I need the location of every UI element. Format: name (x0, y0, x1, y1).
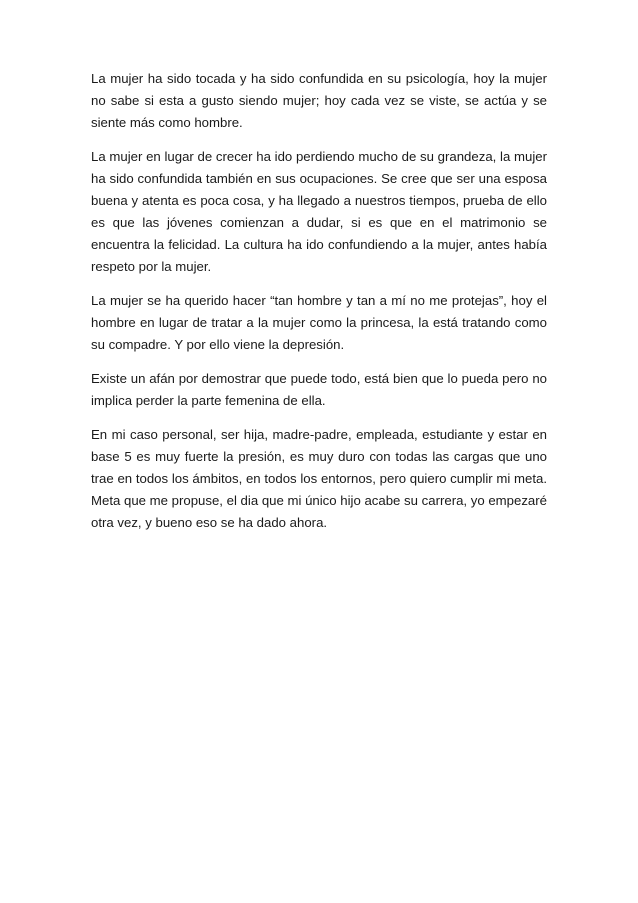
paragraph-5: En mi caso personal, ser hija, madre-padre, empleada, estudiante y estar en base 5 es muy fuerte la presión, es muy duro con todas las cargas que uno trae en todos los ámbitos, en todos los entornos, pero quiero cumplir mi meta. Meta que me propuse, el dia que mi único hijo acabe su carrera, yo empezaré otra vez, y bueno eso se ha dado ahora. (91, 427, 547, 530)
document-body (91, 68, 547, 546)
paragraph-1: La mujer ha sido tocada y ha sido confundida en su psicología, hoy la mujer no sabe si esta a gusto siendo mujer; hoy cada vez se viste, se actúa y se siente más como hombre. (91, 71, 547, 130)
paragraph-3: La mujer se ha querido hacer “tan hombre y tan a mí no me protejas”, hoy el hombre en lugar de tratar a la mujer como la princesa, la está tratando como su compadre. Y por ello viene la depresión. (91, 293, 547, 352)
paragraph-2: La mujer en lugar de crecer ha ido perdiendo mucho de su grandeza, la mujer ha sido confundida también en sus ocupaciones. Se cree que ser una esposa buena y atenta es poca cosa, y ha llegado a nuestros tiempos, prueba de ello es que las jóvenes comienzan a dudar, si es que en el matrimonio se encuentra la felicidad. La cultura ha ido confundiendo a la mujer, antes había respeto por la mujer. (91, 149, 547, 274)
paragraph-4: Existe un afán por demostrar que puede todo, está bien que lo pueda pero no implica perder la parte femenina de ella. (91, 371, 547, 408)
